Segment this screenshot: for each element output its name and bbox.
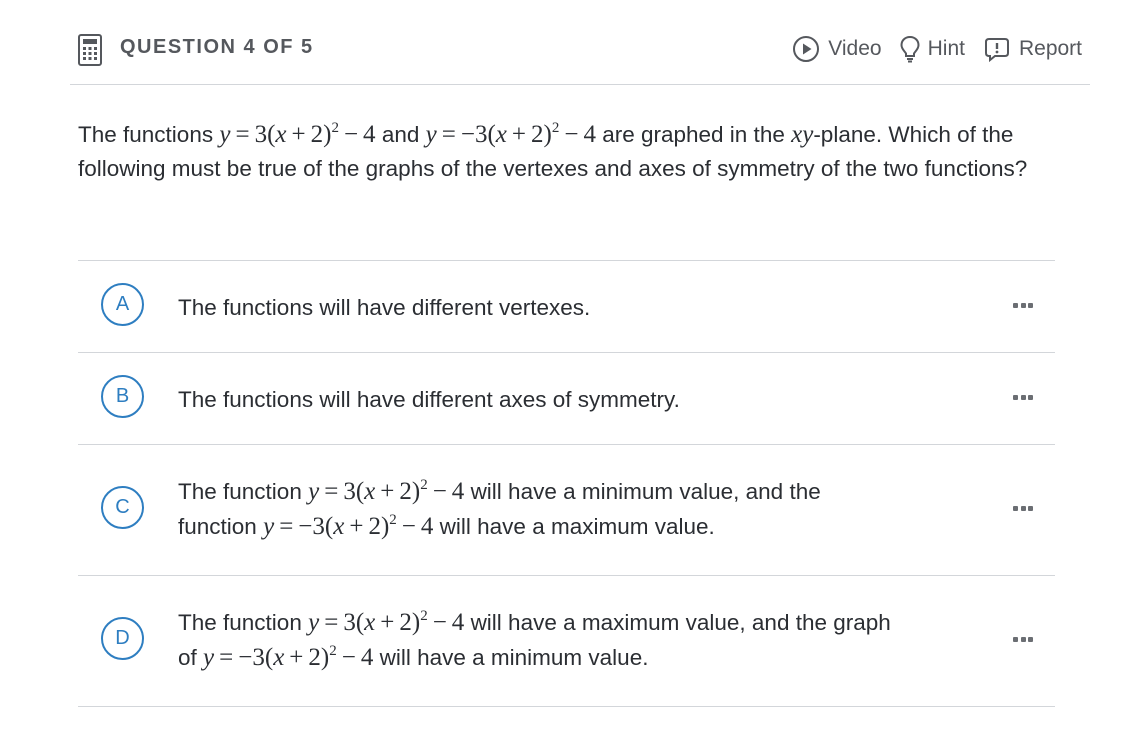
choice-text: The functions will have different axes of symmetry. <box>178 387 680 412</box>
stem-text: Which of the following must be true of the graphs of the vertexes and axes of symmetry of the two functions? <box>78 122 1028 181</box>
choice-letter-badge[interactable]: B <box>101 375 144 418</box>
lightbulb-icon <box>900 35 920 63</box>
choice-letter-badge[interactable]: C <box>101 486 144 529</box>
choice-letter-badge[interactable]: D <box>101 617 144 660</box>
choice-text <box>178 474 978 544</box>
choice-text-part: function <box>178 514 257 539</box>
math-expression: $y = 3(x + 2)^2 - 4$ <box>219 120 376 148</box>
answer-choice-d[interactable] <box>78 575 1055 707</box>
video-label: Video <box>828 37 882 60</box>
more-options-icon[interactable] <box>1013 506 1033 512</box>
math-expression: $y = -3(x + 2)^2 - 4$ <box>425 120 596 148</box>
answer-choice-c[interactable] <box>78 444 1055 575</box>
choice-text-part: will have a maximum value. <box>439 514 715 539</box>
stem-text: The functions <box>78 122 214 147</box>
hint-label: Hint <box>927 37 965 60</box>
report-label: Report <box>1018 37 1082 60</box>
hint-button[interactable] <box>900 35 965 63</box>
stem-text: -plane. <box>813 122 883 147</box>
choice-text-part: of <box>178 645 197 670</box>
more-options-icon[interactable] <box>1013 303 1033 309</box>
math-expression: xy <box>791 121 814 148</box>
choice-text-part: will have a maximum value, and the graph <box>470 610 891 635</box>
question-tools <box>774 34 1082 64</box>
choice-letter-badge[interactable]: A <box>101 283 144 326</box>
report-icon <box>983 35 1011 63</box>
choice-text-part: will have a minimum value, and the <box>470 479 821 504</box>
answer-choices <box>78 260 1055 707</box>
video-button[interactable] <box>792 35 881 63</box>
math-expression: $y = -3(x + 2)^2 - 4$ <box>263 512 434 540</box>
answer-choice-a[interactable] <box>78 260 1055 352</box>
choice-text-part: The function <box>178 479 302 504</box>
stem-text: and <box>381 122 420 147</box>
play-circle-icon <box>792 35 820 63</box>
choice-text-part: will have a minimum value. <box>379 645 649 670</box>
more-options-icon[interactable] <box>1013 395 1033 401</box>
stem-text: are graphed in the <box>602 122 785 147</box>
question-stem <box>78 118 1068 186</box>
choice-text <box>178 605 998 675</box>
choice-text: The functions will have different vertexes. <box>178 295 591 320</box>
calculator-icon[interactable] <box>78 34 102 66</box>
question-header <box>70 0 1090 85</box>
math-expression: $y = 3(x + 2)^2 - 4$ <box>308 477 465 505</box>
choice-text-part: The function <box>178 610 302 635</box>
report-button[interactable] <box>983 35 1082 63</box>
question-counter: QUESTION 4 OF 5 <box>120 36 314 58</box>
math-expression: $y = 3(x + 2)^2 - 4$ <box>308 608 465 636</box>
more-options-icon[interactable] <box>1013 637 1033 643</box>
answer-choice-b[interactable] <box>78 352 1055 444</box>
math-expression: $y = -3(x + 2)^2 - 4$ <box>203 643 374 671</box>
